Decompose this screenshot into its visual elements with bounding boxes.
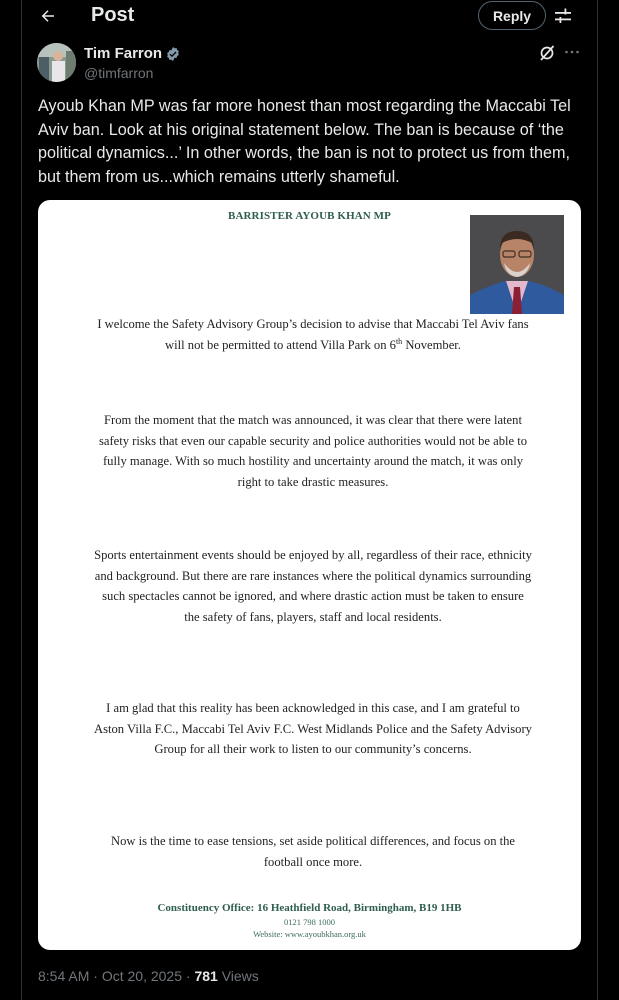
avatar[interactable]: [37, 43, 76, 82]
author-name-text: Tim Farron: [84, 45, 163, 62]
statement-paragraph-1: I welcome the Safety Advisory Group’s decision to advise that Maccabi Tel Aviv fans will not be permitted to attend Villa Park on 6th November.: [97, 317, 529, 352]
column-border-left: [21, 0, 22, 1000]
back-button[interactable]: [36, 4, 60, 28]
post-header: [22, 0, 597, 34]
views-label: Views: [217, 968, 259, 984]
author-name[interactable]: [84, 45, 181, 62]
arrow-left-icon: [39, 7, 57, 25]
sliders-icon[interactable]: [553, 6, 573, 26]
office-phone: 0121 798 1000: [284, 917, 335, 927]
attached-image[interactable]: [38, 200, 581, 950]
statement-paragraph-4: I am glad that this reality has been acknowledged in this case, and I am grateful to Aston Villa F.C., Maccabi Tel Aviv F.C. West Midlands Police and the Safety Advisory Group for all their work to listen to our community’s concerns.: [94, 701, 532, 756]
statement-paragraph-3: Sports entertainment events should be enjoyed by all, regardless of their race, ethnicity and background. But there are rare instances where the political dynamics surrounding such spectacles cannot be ignored, and where drastic action must be taken to ensure the safety of fans, players, staff and local residents.: [94, 548, 532, 624]
office-website: Website: www.ayoubkhan.org.uk: [253, 929, 366, 939]
tweet-text: Ayoub Khan MP was far more honest than most regarding the Maccabi Tel Aviv ban. Look at his original statement below. The ban is because of ‘the political dynamics...’ In other words, the ban is not to protect us from them, but them from us...which remains utterly shameful.: [38, 97, 571, 186]
more-horizontal-icon[interactable]: [564, 44, 580, 60]
post-meta: 8:54 AM · Oct 20, 2025 · 781 Views: [38, 968, 259, 984]
statement-footer: [38, 900, 581, 940]
statement-paragraph-2: From the moment that the match was announced, it was clear that there were latent safety risks that even our capable security and police authorities would not be able to fully manage. With so much hostility and uncertainty around the match, it was only right to take drastic measures.: [98, 413, 528, 489]
mp-portrait-photo: [470, 215, 564, 314]
author-handle[interactable]: @timfarron: [84, 65, 154, 81]
reply-button[interactable]: Reply: [478, 1, 546, 30]
statement-heading: BARRISTER AYOUB KHAN MP: [228, 210, 391, 222]
post-time[interactable]: 8:54 AM: [38, 968, 90, 984]
office-address: Constituency Office: 16 Heathfield Road, Birmingham, B19 1HB: [157, 902, 462, 914]
views-count: 781: [194, 968, 218, 984]
column-border-right: [597, 0, 598, 1000]
grok-icon[interactable]: [538, 44, 556, 62]
statement-paragraph-5: Now is the time to ease tensions, set aside political differences, and focus on the football once more.: [110, 834, 516, 869]
post-date[interactable]: Oct 20, 2025: [101, 968, 182, 984]
page-title: Post: [91, 4, 135, 26]
verified-badge-icon: [165, 46, 181, 62]
